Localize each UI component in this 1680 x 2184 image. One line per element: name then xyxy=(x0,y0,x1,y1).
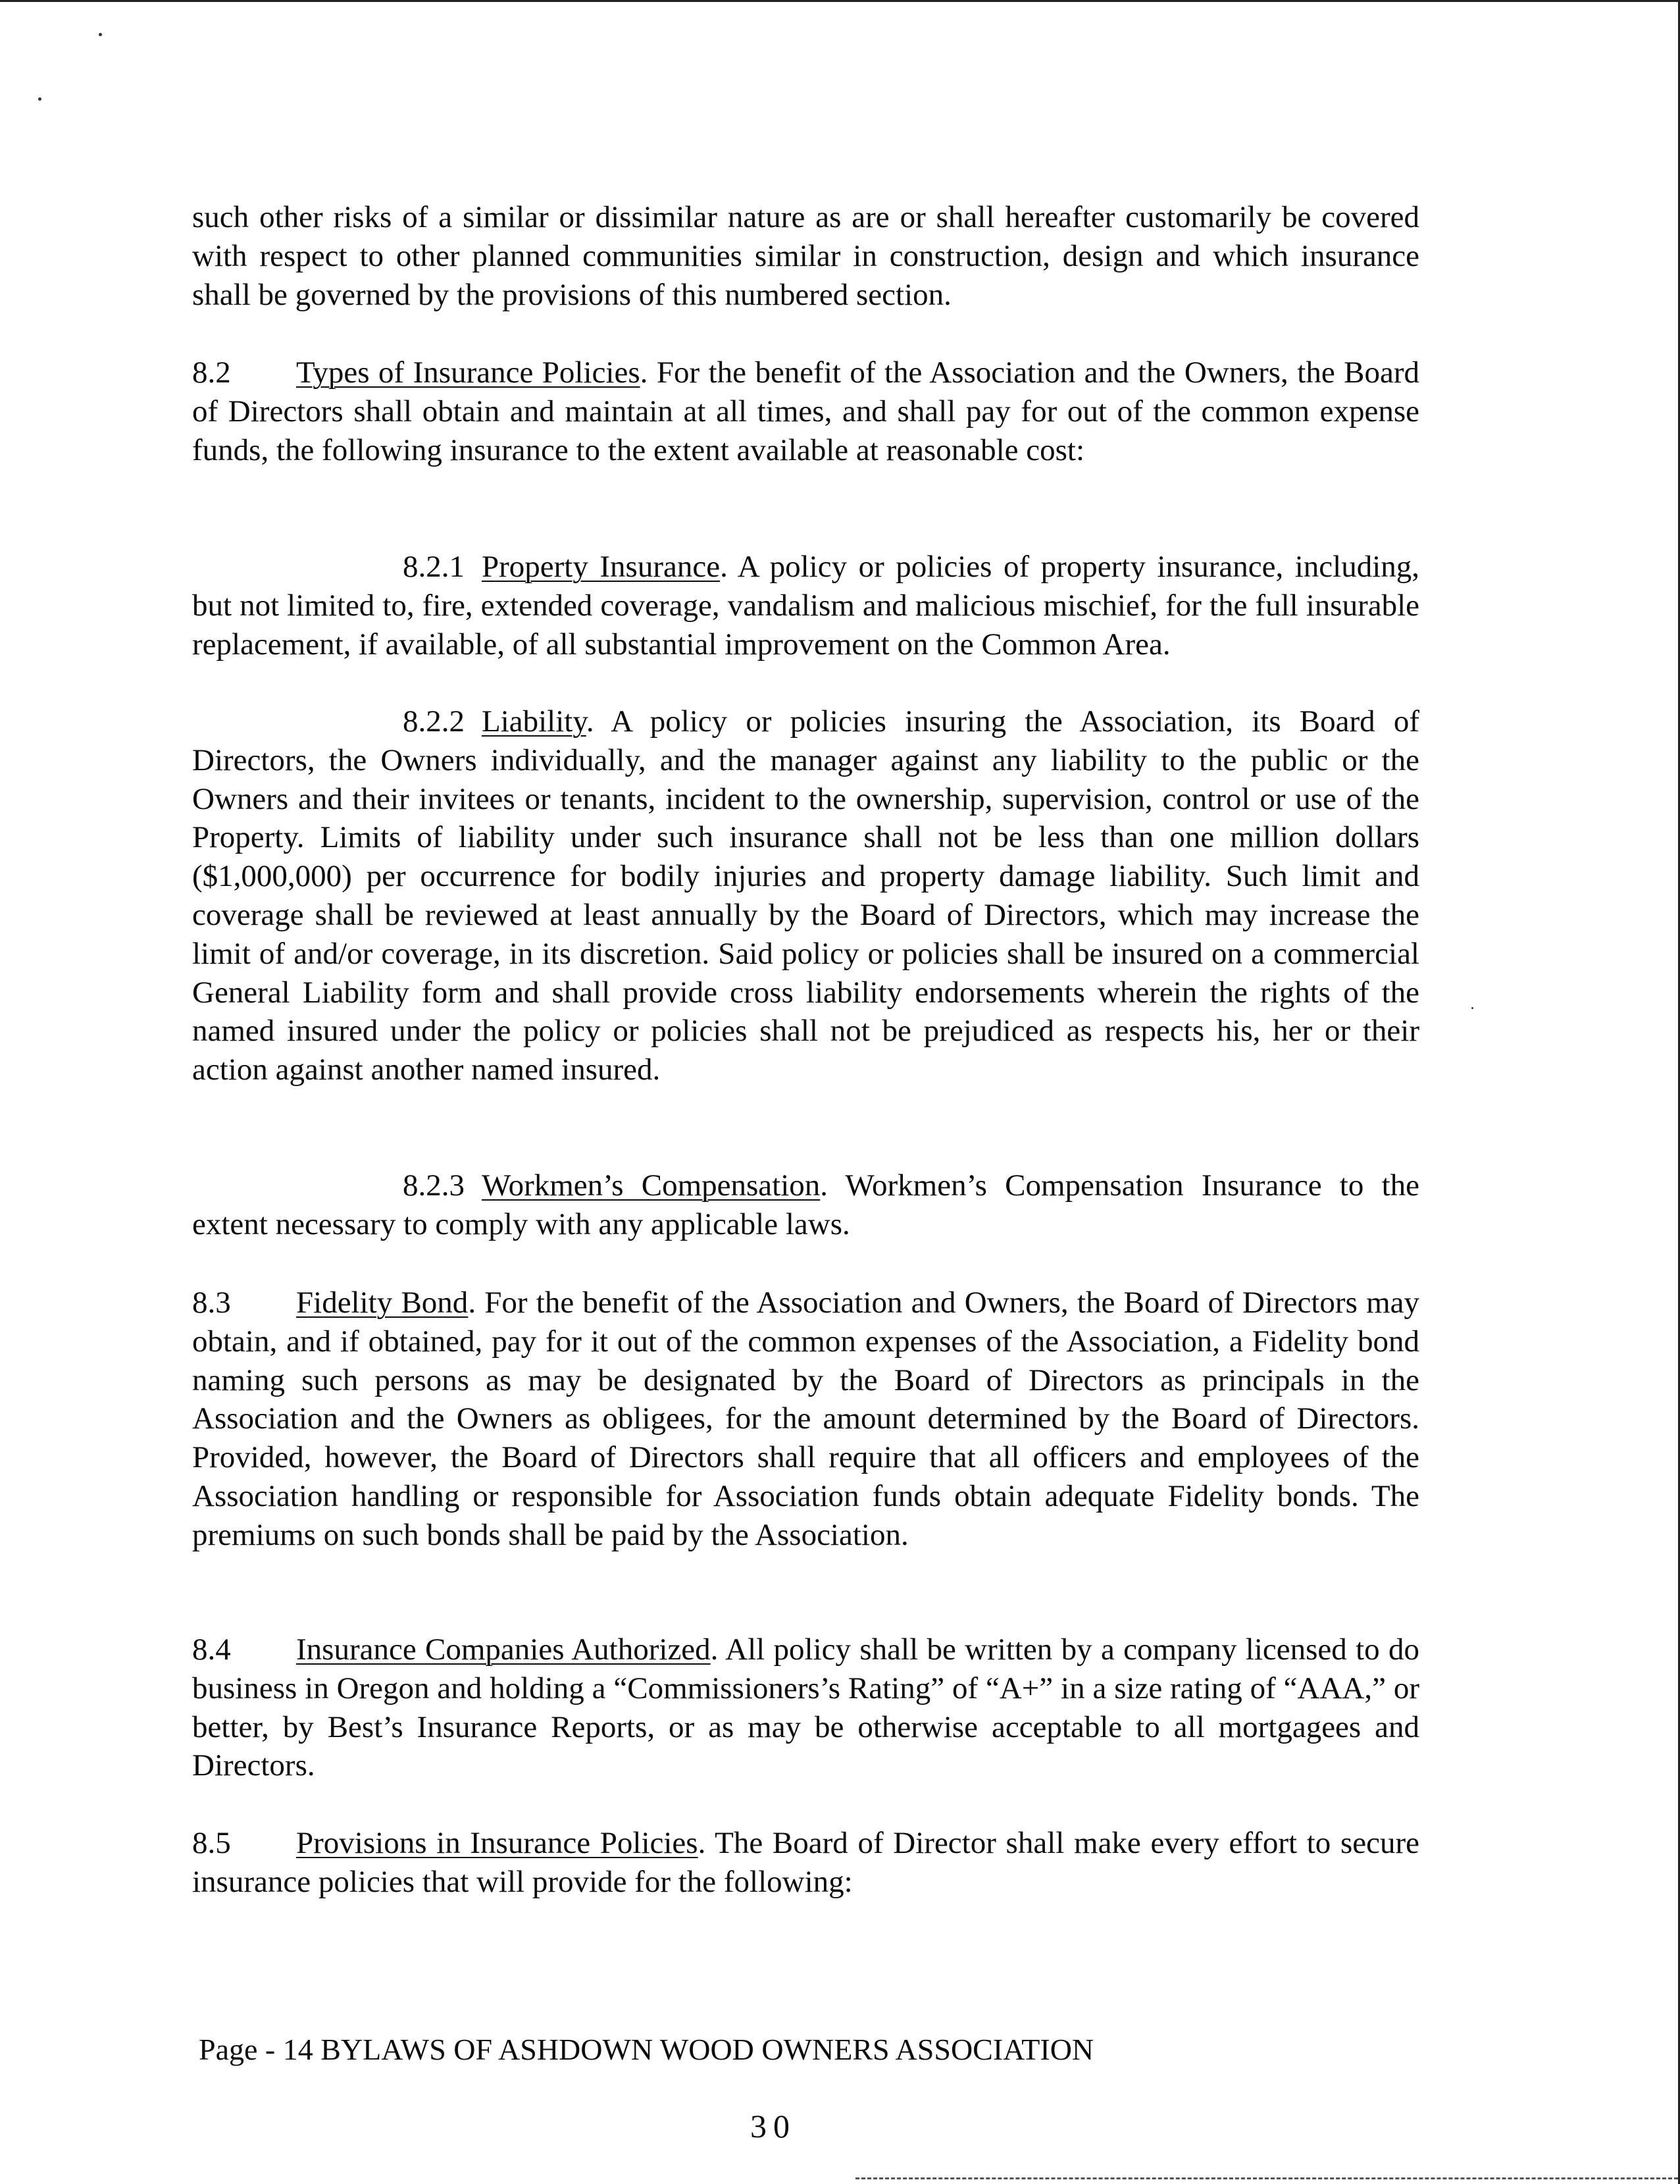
heading-period: . xyxy=(820,1168,828,1203)
section-number: 8.4 xyxy=(192,1632,231,1667)
heading-period: . xyxy=(710,1632,719,1667)
section-number: 8.5 xyxy=(192,1826,231,1860)
section-text: A policy or policies insuring the Association, its Board of Directors, the Owners individually, and the manager against any liability to the public or the Owners and their invitees or tenants, incident to the ownership, supervision, control or use of the Property. Limits of liability under such insurance shall not be less than one million dollars ($1,000,000) per occurrence for bodily injuries and property damage liability. Such limit and coverage shall be reviewed at least annually by the Board of Directors, which may increase the limit of and/or coverage, in its discretion. Said policy or policies shall be insured on a commercial General Liability form and shall provide cross liability endorsements wherein the rights of the named insured under the policy or policies shall not be prejudiced as respects his, her or their action against another named insured. xyxy=(192,704,1419,1087)
section-number: 8.2.1 xyxy=(403,550,465,584)
scan-edge-bottom xyxy=(855,2177,1678,2179)
section-number: 8.2 xyxy=(192,355,231,390)
section-heading: Fidelity Bond xyxy=(296,1286,469,1320)
scan-speck xyxy=(1471,1007,1473,1009)
page-stamp-number: 30 xyxy=(750,2108,796,2145)
page-footer: Page - 14 BYLAWS OF ASHDOWN WOOD OWNERS ASSOCIATION xyxy=(199,2033,1094,2066)
section-heading: Property Insurance xyxy=(482,550,721,584)
section-heading: Types of Insurance Policies xyxy=(296,355,640,390)
section-heading: Insurance Companies Authorized xyxy=(296,1632,711,1667)
section-heading: Workmen’s Compensation xyxy=(482,1168,821,1203)
paragraph-intro xyxy=(192,198,1419,314)
section-8-5 xyxy=(192,1824,1419,1902)
section-heading: Provisions in Insurance Policies xyxy=(296,1826,698,1860)
section-number: 8.2.2 xyxy=(403,704,465,739)
section-8-2-2 xyxy=(192,702,1419,1089)
section-text: For the benefit of the Association and the Owners, the Board of Directors shall obtain and maintain at all times, and shall pay for out of the common expense funds, the following insurance to the extent available at reasonable cost: xyxy=(192,355,1419,467)
section-8-3 xyxy=(192,1284,1419,1555)
heading-period: . xyxy=(640,355,648,390)
section-text: All policy shall be written by a company licensed to do business in Oregon and holding a “Commissioners’s Rating” of “A+” in a size rating of “AAA,” or better, by Best’s Insurance Reports, or as may be otherwise acceptable to all mortgagees and Directors. xyxy=(192,1632,1419,1783)
section-text: The Board of Director shall make every effort to secure insurance policies that will provide for the following: xyxy=(192,1826,1419,1899)
section-text: Workmen’s Compensation Insurance to the extent necessary to comply with any applicable laws. xyxy=(192,1168,1419,1241)
section-8-2 xyxy=(192,353,1419,469)
section-number: 8.3 xyxy=(192,1286,231,1320)
paragraph-text: such other risks of a similar or dissimilar nature as are or shall hereafter customarily be covered with respect to other planned communities similar in construction, design and which insurance shall be governed by the provisions of this numbered section. xyxy=(192,200,1419,312)
section-8-4 xyxy=(192,1630,1419,1785)
section-text: For the benefit of the Association and Owners, the Board of Directors may obtain, and if obtained, pay for it out of the common expenses of the Association, a Fidelity bond naming such persons as may be designated by the Board of Directors as principals in the Association and the Owners as obligees, for the amount determined by the Board of Directors. Provided, however, the Board of Directors shall require that all officers and employees of the Association handling or responsible for Association funds obtain adequate Fidelity bonds. The premiums on such bonds shall be paid by the Association. xyxy=(192,1286,1419,1552)
section-number: 8.2.3 xyxy=(403,1168,465,1203)
section-heading: Liability xyxy=(482,704,586,739)
heading-period: . xyxy=(720,550,728,584)
section-8-2-3 xyxy=(192,1166,1419,1244)
heading-period: . xyxy=(698,1826,706,1860)
scan-edge-top xyxy=(0,0,1680,2)
section-text: A policy or policies of property insurance, including, but not limited to, fire, extended coverage, vandalism and malicious mischief, for the full insurable replacement, if available, of all substantial improvement on the Common Area. xyxy=(192,550,1419,662)
section-8-2-1 xyxy=(192,548,1419,663)
scan-speck xyxy=(99,33,102,36)
heading-period: . xyxy=(586,704,594,739)
heading-period: . xyxy=(468,1286,476,1320)
scan-speck xyxy=(38,97,41,101)
